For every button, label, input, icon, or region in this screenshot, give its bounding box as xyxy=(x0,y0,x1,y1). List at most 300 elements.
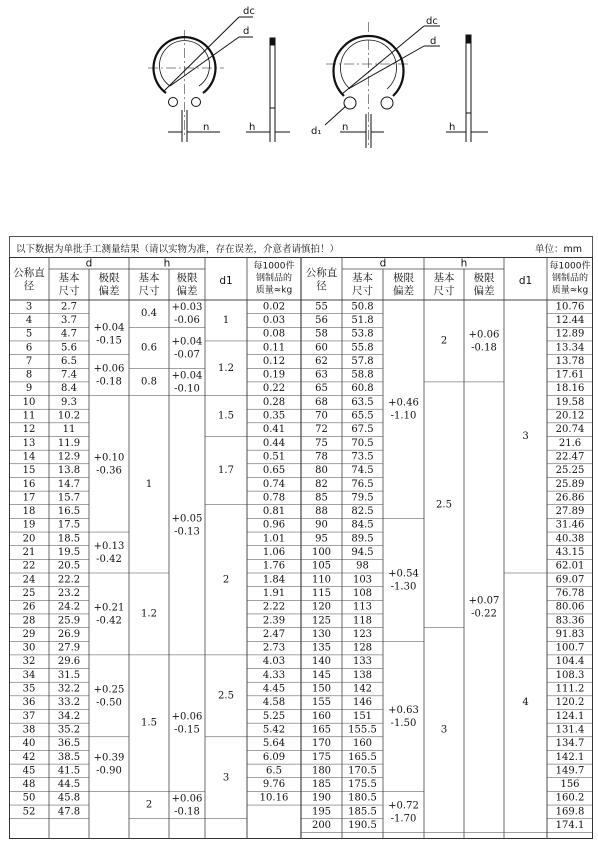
left-weight-cell: 0.44 xyxy=(262,437,286,449)
right-nominal-cell: 165 xyxy=(311,724,332,736)
left-d-basic-cell: 11 xyxy=(62,424,76,436)
right-d-basic-cell: 94.5 xyxy=(351,547,374,559)
right-d-basic-cell: 67.5 xyxy=(351,424,374,436)
right-d-basic-cell: 50.8 xyxy=(351,301,374,313)
left-nominal-cell: 35 xyxy=(22,683,36,695)
right-header-basic: 基本 xyxy=(433,272,455,284)
left-d1-cell: 3 xyxy=(222,772,230,784)
right-weight-cell: 69.07 xyxy=(555,574,585,586)
right-weight-cell: 174.1 xyxy=(555,820,585,832)
right-weight-cell: 13.34 xyxy=(555,342,585,354)
left-d-basic-cell: 9.3 xyxy=(61,396,77,408)
left-weight-cell: 2.73 xyxy=(262,642,286,654)
left-d-basic-cell: 14.7 xyxy=(57,478,81,490)
right-weight-cell: 12.44 xyxy=(555,314,585,326)
left-weight-cell: 9.76 xyxy=(262,779,286,791)
right-nominal-cell: 85 xyxy=(315,492,328,504)
left-nominal-cell: 16 xyxy=(22,478,36,490)
left-d_tol-cell: -0.90 xyxy=(96,765,122,777)
right-nominal-cell: 120 xyxy=(311,601,332,613)
left-d-basic-cell: 11.9 xyxy=(57,437,81,449)
right-weight-cell: 18.16 xyxy=(555,383,585,395)
right-d-basic-cell: 89.5 xyxy=(351,533,374,545)
left-header-weight: 每1000件 xyxy=(253,261,295,272)
right-header-basic: 基本 xyxy=(352,272,373,284)
left-h_tol-cell: -0.07 xyxy=(174,349,200,361)
left-h_tol-cell: +0.06 xyxy=(171,711,203,723)
left-nominal-cell: 13 xyxy=(22,437,36,449)
right-d_tol-cell: -1.50 xyxy=(390,717,417,729)
left-weight-cell: 0.65 xyxy=(262,465,286,477)
left-d1-cell: 1.2 xyxy=(218,362,234,374)
right-nominal-cell: 65 xyxy=(315,383,328,395)
right-header-basic: 尺寸 xyxy=(352,285,373,297)
right-h_tol-cell: +0.06 xyxy=(468,329,500,341)
spec-table-grid xyxy=(9,257,593,839)
left-h_basic-cell: 1.5 xyxy=(141,717,157,729)
left-d-basic-cell: 33.2 xyxy=(57,697,81,709)
left-d_tol-cell: -0.18 xyxy=(96,376,122,388)
right-d-basic-cell: 79.5 xyxy=(351,492,374,504)
left-d-basic-cell: 13.8 xyxy=(57,465,81,477)
left-header-limit: 极限 xyxy=(176,272,198,284)
left-d-basic-cell: 5.6 xyxy=(61,342,77,354)
left-weight-cell: 0.03 xyxy=(262,314,286,326)
label-dc-right: dc xyxy=(426,16,438,27)
left-header-basic: 尺寸 xyxy=(58,285,80,297)
left-weight-cell: 0.08 xyxy=(262,328,286,340)
right-nominal-cell: 95 xyxy=(315,533,328,545)
right-d_tol-cell: -1.10 xyxy=(390,410,417,422)
left-weight-cell: 0.11 xyxy=(262,342,286,354)
left-d-basic-cell: 26.9 xyxy=(57,628,81,640)
right-h_basic-cell: 2 xyxy=(440,335,448,347)
right-nominal-cell: 88 xyxy=(315,506,328,518)
left-weight-cell: 2.47 xyxy=(262,628,286,640)
left-weight-cell: 6.09 xyxy=(262,751,286,763)
right-d-basic-cell: 82.5 xyxy=(351,506,374,518)
left-d1-cell: 2 xyxy=(222,574,230,586)
left-header-basic: 基本 xyxy=(58,272,80,284)
left-d-basic-cell: 25.9 xyxy=(57,615,81,627)
left-d_tol-cell: +0.13 xyxy=(93,541,125,553)
left-nominal-cell: 18 xyxy=(22,506,36,518)
left-h_tol-cell: -0.13 xyxy=(174,526,200,538)
left-d-basic-cell: 31.5 xyxy=(57,669,81,681)
left-weight-cell: 0.78 xyxy=(262,492,286,504)
left-weight-cell: 0.22 xyxy=(262,383,286,395)
left-nominal-cell: 15 xyxy=(22,465,36,477)
left-d_tol-cell: -0.42 xyxy=(96,615,122,627)
left-nominal-cell: 11 xyxy=(22,410,36,422)
left-h_basic-cell: 1 xyxy=(145,478,153,490)
right-nominal-cell: 110 xyxy=(311,574,332,586)
left-weight-cell: 1.01 xyxy=(262,533,286,545)
right-weight-cell: 134.7 xyxy=(555,738,585,750)
left-weight-cell: 0.41 xyxy=(262,424,286,436)
right-d-basic-cell: 118 xyxy=(352,615,373,627)
left-h_tol-cell: +0.04 xyxy=(171,370,203,382)
left-nominal-cell: 12 xyxy=(22,424,36,436)
right-header-limit: 极限 xyxy=(393,272,414,284)
right-nominal-cell: 150 xyxy=(311,683,332,695)
right-nominal-cell: 160 xyxy=(311,710,332,722)
right-weight-cell: 26.86 xyxy=(555,492,585,504)
right-d-basic-cell: 180.5 xyxy=(348,792,377,804)
right-d-basic-cell: 73.5 xyxy=(351,451,374,463)
left-d_tol-cell: +0.39 xyxy=(93,752,125,764)
right-nominal-cell: 56 xyxy=(315,314,328,326)
label-h-left: h xyxy=(249,122,256,133)
right-weight-cell: 91.83 xyxy=(555,628,585,640)
left-weight-cell: 1.91 xyxy=(262,587,286,599)
left-header-basic: 尺寸 xyxy=(138,285,160,297)
right-weight-cell: 43.15 xyxy=(555,547,585,559)
right-h_tol-cell: -0.22 xyxy=(471,608,497,620)
right-header-weight: 钢制品的 xyxy=(551,273,589,284)
right-nominal-cell: 58 xyxy=(315,328,328,340)
right-d-basic-cell: 84.5 xyxy=(351,519,374,531)
left-nominal-cell: 8 xyxy=(25,369,33,381)
left-d1-cell: 1 xyxy=(222,314,230,326)
left-weight-cell: 0.12 xyxy=(262,355,286,367)
right-header-nominal: 径 xyxy=(316,280,327,292)
right-weight-cell: 21.6 xyxy=(558,437,582,449)
right-d_tol-cell: +0.72 xyxy=(388,800,419,812)
right-d-basic-cell: 51.8 xyxy=(351,314,374,326)
right-nominal-cell: 145 xyxy=(311,669,332,681)
right-d-basic-cell: 65.5 xyxy=(351,410,374,422)
right-weight-cell: 25.25 xyxy=(555,465,585,477)
right-d-basic-cell: 76.5 xyxy=(351,478,374,490)
right-d-basic-cell: 133 xyxy=(352,656,373,668)
left-nominal-cell: 4 xyxy=(25,314,33,326)
left-weight-cell: 5.64 xyxy=(262,738,286,750)
left-d_tol-cell: +0.06 xyxy=(93,363,125,375)
left-nominal-cell: 14 xyxy=(22,451,36,463)
right-header-limit: 极限 xyxy=(473,272,495,284)
right-nominal-cell: 62 xyxy=(315,355,328,367)
left-d-basic-cell: 8.4 xyxy=(61,383,77,395)
label-d1-right: d₁ xyxy=(311,126,322,137)
left-weight-cell: 4.45 xyxy=(262,683,286,695)
right-d-basic-cell: 142 xyxy=(352,683,373,695)
left-header-limit: 偏差 xyxy=(98,285,120,297)
right-header-limit: 偏差 xyxy=(393,285,414,297)
right-weight-cell: 156 xyxy=(560,779,580,791)
spec-table xyxy=(9,257,593,839)
right-d-basic-cell: 160 xyxy=(352,738,373,750)
left-h_tol-cell: +0.03 xyxy=(171,302,203,314)
left-d_tol-cell: -0.36 xyxy=(96,465,122,477)
right-d-basic-cell: 70.5 xyxy=(351,437,374,449)
left-weight-cell: 0.51 xyxy=(262,451,286,463)
left-h_tol-cell: -0.10 xyxy=(174,383,200,395)
right-weight-cell: 40.38 xyxy=(555,533,585,545)
right-d-basic-cell: 103 xyxy=(352,574,373,586)
label-dc-left: dc xyxy=(243,6,255,17)
left-d-basic-cell: 47.8 xyxy=(57,806,81,818)
right-d_tol-cell: +0.63 xyxy=(388,704,419,716)
left-header-weight: 质量≈kg xyxy=(255,285,293,296)
left-d-basic-cell: 7.4 xyxy=(61,369,77,381)
left-weight-cell: 1.76 xyxy=(262,560,286,572)
right-weight-cell: 76.78 xyxy=(555,587,585,599)
left-d-basic-cell: 45.8 xyxy=(57,792,81,804)
right-weight-cell: 31.46 xyxy=(555,519,585,531)
left-header-h: h xyxy=(163,257,171,270)
left-d-basic-cell: 24.2 xyxy=(57,601,81,613)
left-nominal-cell: 10 xyxy=(22,396,36,408)
left-d_tol-cell: -0.42 xyxy=(96,554,122,566)
left-d-basic-cell: 6.5 xyxy=(61,355,77,367)
right-nominal-cell: 72 xyxy=(315,424,328,436)
left-nominal-cell: 52 xyxy=(22,806,36,818)
left-h_tol-cell: +0.05 xyxy=(171,513,203,525)
left-header-limit: 极限 xyxy=(98,272,120,284)
left-d-basic-cell: 12.9 xyxy=(57,451,81,463)
left-header-weight: 钢制品的 xyxy=(255,273,293,284)
left-nominal-cell: 5 xyxy=(25,328,33,340)
right-nominal-cell: 90 xyxy=(315,519,328,531)
right-nominal-cell: 105 xyxy=(311,560,332,572)
right-d-basic-cell: 165.5 xyxy=(348,751,377,763)
right-d-basic-cell: 55.8 xyxy=(351,342,374,354)
left-weight-cell: 0.19 xyxy=(262,369,286,381)
left-d_tol-cell: +0.10 xyxy=(93,452,125,464)
right-d-basic-cell: 128 xyxy=(352,642,373,654)
unit-label: 单位：mm xyxy=(534,244,582,255)
left-nominal-cell: 26 xyxy=(22,601,36,613)
right-d-basic-cell: 113 xyxy=(352,601,373,613)
left-d_tol-cell: +0.21 xyxy=(93,602,125,614)
right-header-weight: 每1000件 xyxy=(549,261,591,272)
right-d-basic-cell: 98 xyxy=(356,560,369,572)
right-d_tol-cell: +0.54 xyxy=(388,568,419,580)
right-weight-cell: 111.2 xyxy=(555,683,585,695)
left-d-basic-cell: 23.2 xyxy=(57,587,81,599)
left-nominal-cell: 6 xyxy=(25,342,33,354)
left-h_tol-cell: -0.06 xyxy=(174,315,200,327)
circlip-drawings xyxy=(0,0,598,160)
right-weight-cell: 80.06 xyxy=(555,601,585,613)
left-weight-cell: 0.81 xyxy=(262,506,286,518)
right-weight-cell: 10.76 xyxy=(555,301,585,313)
right-d-basic-cell: 60.8 xyxy=(351,383,374,395)
left-nominal-cell: 48 xyxy=(22,779,36,791)
left-d-basic-cell: 15.7 xyxy=(57,492,81,504)
left-d-basic-cell: 22.2 xyxy=(57,574,81,586)
left-d-basic-cell: 17.5 xyxy=(57,519,81,531)
right-nominal-cell: 130 xyxy=(311,628,332,640)
right-d_tol-cell: -1.30 xyxy=(390,581,417,593)
left-header-nominal: 径 xyxy=(23,280,35,292)
circlip-front-view-left xyxy=(148,17,256,142)
left-nominal-cell: 40 xyxy=(22,738,36,750)
left-nominal-cell: 7 xyxy=(25,355,33,367)
right-nominal-cell: 82 xyxy=(315,478,328,490)
label-d-right: d xyxy=(430,36,437,47)
right-nominal-cell: 185 xyxy=(311,779,332,791)
left-weight-cell: 1.84 xyxy=(262,574,286,586)
left-header-basic: 基本 xyxy=(138,272,160,284)
left-d-basic-cell: 35.2 xyxy=(57,724,81,736)
left-weight-cell: 4.03 xyxy=(262,656,286,668)
left-d-basic-cell: 3.7 xyxy=(61,314,77,326)
left-d-basic-cell: 32.2 xyxy=(57,683,81,695)
measurement-note: 以下数据为单批手工测量结果（请以实物为准，存在误差，介意者请慎拍！） xyxy=(16,244,340,255)
right-d-basic-cell: 63.5 xyxy=(351,396,374,408)
left-d1-cell: 1.7 xyxy=(218,465,234,477)
right-weight-cell: 12.89 xyxy=(555,328,585,340)
right-nominal-cell: 63 xyxy=(315,369,328,381)
left-nominal-cell: 3 xyxy=(25,301,33,313)
left-weight-cell: 10.16 xyxy=(259,792,289,804)
left-nominal-cell: 38 xyxy=(22,724,36,736)
right-header-basic: 尺寸 xyxy=(433,285,455,297)
right-weight-cell: 83.36 xyxy=(555,615,585,627)
right-weight-cell: 20.12 xyxy=(555,410,585,422)
right-nominal-cell: 75 xyxy=(315,437,328,449)
right-h_basic-cell: 3 xyxy=(440,724,448,736)
left-weight-cell: 4.33 xyxy=(262,669,286,681)
right-weight-cell: 120.2 xyxy=(555,697,585,709)
left-d-basic-cell: 27.9 xyxy=(57,642,81,654)
left-weight-cell: 0.28 xyxy=(262,396,286,408)
left-d-basic-cell: 38.5 xyxy=(57,751,81,763)
right-header-d: d xyxy=(379,257,387,270)
right-nominal-cell: 115 xyxy=(311,587,332,599)
left-header-d1: d1 xyxy=(219,275,233,287)
right-nominal-cell: 55 xyxy=(315,301,328,313)
left-d-basic-cell: 16.5 xyxy=(57,506,81,518)
right-weight-cell: 62.01 xyxy=(555,560,585,572)
right-weight-cell: 108.3 xyxy=(555,669,585,681)
left-h_tol-cell: +0.06 xyxy=(171,793,203,805)
left-d-basic-cell: 10.2 xyxy=(57,410,81,422)
left-nominal-cell: 22 xyxy=(22,560,36,572)
right-d-basic-cell: 108 xyxy=(352,587,373,599)
right-h_tol-cell: -0.18 xyxy=(471,342,497,354)
label-d-left: d xyxy=(243,26,250,37)
left-h_basic-cell: 0.4 xyxy=(141,308,157,320)
right-d-basic-cell: 138 xyxy=(352,669,373,681)
right-nominal-cell: 200 xyxy=(311,820,332,832)
right-d-basic-cell: 155.5 xyxy=(348,724,377,736)
left-nominal-cell: 50 xyxy=(22,792,36,804)
left-nominal-cell: 25 xyxy=(22,587,36,599)
right-nominal-cell: 100 xyxy=(311,547,332,559)
note-bar xyxy=(9,236,593,257)
left-weight-cell: 0.02 xyxy=(262,301,286,313)
left-h_tol-cell: -0.15 xyxy=(174,724,200,736)
left-weight-cell: 5.42 xyxy=(262,724,286,736)
right-nominal-cell: 135 xyxy=(311,642,332,654)
right-weight-cell: 169.8 xyxy=(555,806,585,818)
left-h_basic-cell: 0.8 xyxy=(141,376,157,388)
right-d-basic-cell: 58.8 xyxy=(351,369,374,381)
right-weight-cell: 27.89 xyxy=(555,506,585,518)
right-d-basic-cell: 146 xyxy=(352,697,373,709)
right-nominal-cell: 180 xyxy=(311,765,332,777)
left-nominal-cell: 30 xyxy=(22,642,36,654)
left-d-basic-cell: 18.5 xyxy=(57,533,81,545)
left-header-limit: 偏差 xyxy=(176,285,198,297)
right-weight-cell: 124.1 xyxy=(555,710,585,722)
right-nominal-cell: 140 xyxy=(311,656,332,668)
left-d1-cell: 2.5 xyxy=(218,690,234,702)
right-d-basic-cell: 123 xyxy=(352,628,373,640)
left-nominal-cell: 19 xyxy=(22,519,36,531)
left-nominal-cell: 37 xyxy=(22,710,36,722)
left-weight-cell: 2.22 xyxy=(262,601,286,613)
left-d1-cell: 1.5 xyxy=(218,410,234,422)
right-weight-cell: 25.89 xyxy=(555,478,585,490)
left-nominal-cell: 32 xyxy=(22,656,36,668)
left-d-basic-cell: 36.5 xyxy=(57,738,81,750)
right-nominal-cell: 78 xyxy=(315,451,328,463)
right-header-h: h xyxy=(460,257,468,270)
label-n-left: n xyxy=(203,122,210,133)
left-weight-cell: 1.06 xyxy=(262,547,286,559)
right-d-basic-cell: 57.8 xyxy=(351,355,374,367)
right-weight-cell: 104.4 xyxy=(555,656,585,668)
right-d-basic-cell: 185.5 xyxy=(348,806,377,818)
right-nominal-cell: 175 xyxy=(311,751,332,763)
left-nominal-cell: 34 xyxy=(22,669,36,681)
left-nominal-cell: 45 xyxy=(22,765,36,777)
right-nominal-cell: 60 xyxy=(315,342,328,354)
left-weight-cell: 6.5 xyxy=(266,765,282,777)
left-d_tol-cell: +0.25 xyxy=(93,684,125,696)
left-d-basic-cell: 44.5 xyxy=(57,779,81,791)
right-d_tol-cell: -1.70 xyxy=(390,813,417,825)
left-d-basic-cell: 2.7 xyxy=(61,301,77,313)
left-d-basic-cell: 20.5 xyxy=(57,560,81,572)
right-header-nominal: 公称直 xyxy=(305,267,338,279)
left-h_tol-cell: -0.18 xyxy=(174,806,200,818)
right-d-basic-cell: 151 xyxy=(352,710,373,722)
right-weight-cell: 17.61 xyxy=(555,369,585,381)
right-weight-cell: 149.7 xyxy=(555,765,585,777)
right-weight-cell: 160.2 xyxy=(555,792,585,804)
right-h_tol-cell: +0.07 xyxy=(468,595,500,607)
left-nominal-cell: 24 xyxy=(22,574,36,586)
right-d-basic-cell: 175.5 xyxy=(348,779,377,791)
left-nominal-cell: 29 xyxy=(22,628,36,640)
left-header-d: d xyxy=(85,257,93,270)
right-nominal-cell: 190 xyxy=(311,792,332,804)
left-nominal-cell: 9 xyxy=(25,383,33,395)
left-h_tol-cell: +0.04 xyxy=(171,336,203,348)
right-nominal-cell: 80 xyxy=(315,465,328,477)
left-weight-cell: 0.74 xyxy=(262,478,286,490)
right-d-basic-cell: 170.5 xyxy=(348,765,377,777)
left-d_tol-cell: -0.15 xyxy=(96,335,122,347)
left-d-basic-cell: 19.5 xyxy=(57,547,81,559)
left-weight-cell: 5.25 xyxy=(262,710,286,722)
right-d-basic-cell: 74.5 xyxy=(351,465,374,477)
left-h_basic-cell: 0.6 xyxy=(141,342,157,354)
left-header-nominal: 公称直 xyxy=(13,267,45,279)
left-nominal-cell: 21 xyxy=(22,547,36,559)
right-header-d1: d1 xyxy=(518,275,533,287)
right-nominal-cell: 125 xyxy=(311,615,332,627)
left-nominal-cell: 28 xyxy=(22,615,36,627)
right-d1-cell: 3 xyxy=(522,431,529,442)
right-nominal-cell: 195 xyxy=(311,806,332,818)
left-d-basic-cell: 41.5 xyxy=(57,765,81,777)
